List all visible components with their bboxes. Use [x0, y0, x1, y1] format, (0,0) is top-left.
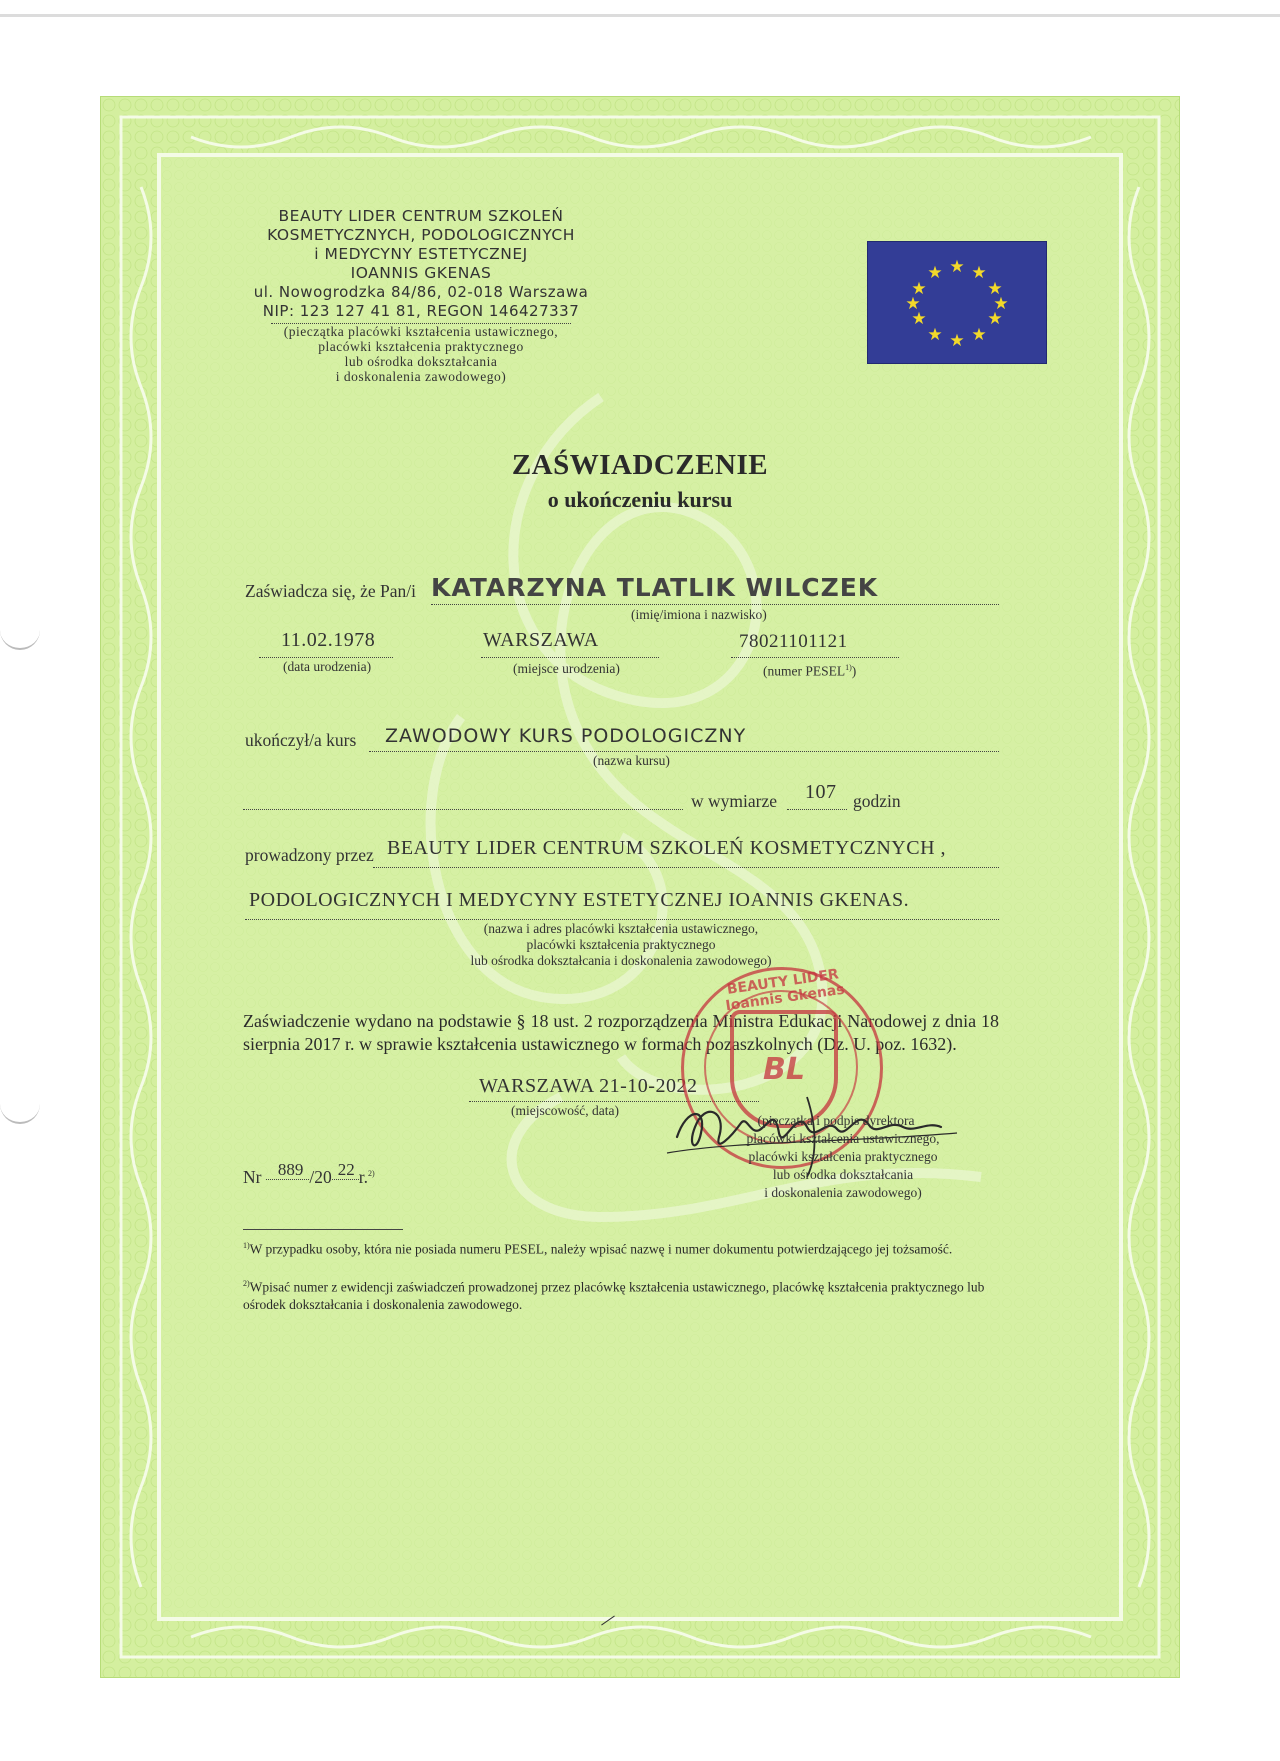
birth-date-dotted-line: [259, 657, 393, 658]
scan-edge-line: [0, 14, 1280, 17]
number-year: 22: [332, 1160, 359, 1180]
director-caption-3: placówki kształcenia praktycznego: [748, 1149, 938, 1164]
footnote-separator: [243, 1229, 403, 1230]
footnote-2-mark: 2): [243, 1279, 250, 1288]
provider-dotted-line-1: [373, 867, 999, 868]
course-name: ZAWODOWY KURS PODOLOGICZNY: [385, 725, 747, 747]
svg-text:★: ★: [987, 309, 1003, 329]
course-dotted-line: [369, 751, 999, 752]
hours-dotted-line: [787, 809, 847, 810]
pesel-caption: [763, 663, 856, 680]
person-label: Zaświadcza się, że Pan/i: [245, 581, 417, 601]
course-label: ukończył/a kurs: [245, 730, 357, 750]
birth-place-caption: (miejsce urodzenia): [513, 661, 620, 676]
institution-line-3: i MEDYCYNY ESTETYCZNEJ: [314, 245, 528, 263]
svg-text:★: ★: [949, 331, 965, 351]
svg-text:★: ★: [971, 263, 987, 283]
stamp-caption-1: (pieczątka placówki kształcenia ustawicznego,: [283, 324, 559, 339]
punch-hole-mark: [0, 1102, 40, 1124]
course-cont-dotted-line: [243, 809, 683, 810]
director-caption-1: (pieczątka i podpis dyrektora: [757, 1113, 915, 1128]
stamp-caption-3: lub ośrodka dokształcania: [344, 354, 498, 369]
seal-mark: BL: [763, 1051, 805, 1087]
svg-text:★: ★: [927, 325, 943, 345]
hours-value: 107: [805, 781, 837, 803]
provider-label: prowadzony przez: [245, 845, 374, 865]
provider-line-2: PODOLOGICZNYCH I MEDYCYNY ESTETYCZNEJ IOANNIS GKENAS.: [249, 889, 910, 911]
document-title: ZAŚWIADCZENIE: [511, 449, 769, 481]
svg-text:★: ★: [987, 279, 1003, 299]
director-caption-2: placówki kształcenia ustawicznego,: [746, 1131, 940, 1146]
svg-text:★: ★: [911, 309, 927, 329]
institution-line-2: KOSMETYCZNYCH, PODOLOGICZNYCH: [267, 226, 575, 244]
course-caption: (nazwa kursu): [593, 753, 670, 768]
stamp-caption-4: i doskonalenia zawodowego): [335, 369, 507, 384]
person-name: KATARZYNA TLATLIK WILCZEK: [431, 573, 879, 602]
punch-hole-mark: [0, 628, 40, 650]
footnote-1: [243, 1237, 1005, 1258]
birth-date-caption: (data urodzenia): [283, 659, 372, 674]
svg-text:★: ★: [971, 325, 987, 345]
svg-text:★: ★: [949, 257, 965, 277]
provider-caption-2: placówki kształcenia praktycznego: [526, 937, 716, 952]
number-prefix: Nr: [243, 1167, 262, 1187]
issue-caption: (miejscowość, data): [511, 1103, 619, 1118]
number-middle: /20: [309, 1167, 332, 1187]
footnote-2: [243, 1275, 1005, 1313]
issue-place-date: WARSZAWA 21-10-2022: [479, 1075, 698, 1097]
eu-flag-icon: [867, 241, 1047, 364]
pesel-caption-text: (numer PESEL: [763, 663, 846, 679]
director-caption-4: lub ośrodka dokształcania: [772, 1167, 914, 1182]
legal-basis-text: Zaświadczenie wydano na podstawie § 18 ust. 2 rozporządzenia Ministra Edukacji Narodowej z dnia 18 sierpnia 2017 r. w sprawie kształcenia ustawicznego w formach pozaszkolnych (Dz. U. poz. 1632).: [243, 1011, 999, 1054]
institution-stamp: [251, 207, 591, 384]
number-note-mark: 2): [367, 1169, 375, 1179]
svg-text:★: ★: [993, 294, 1009, 314]
pesel-number: 78021101121: [739, 631, 848, 652]
document-subtitle: o ukończeniu kursu: [547, 487, 733, 512]
svg-text:★: ★: [911, 279, 927, 299]
provider-line-1: BEAUTY LIDER CENTRUM SZKOLEŃ KOSMETYCZNYCH ,: [387, 837, 947, 859]
stamp-caption-2: placówki kształcenia praktycznego: [318, 339, 524, 354]
number-suffix: r.: [358, 1167, 368, 1187]
institution-line-1: BEAUTY LIDER CENTRUM SZKOLEŃ: [278, 207, 564, 225]
hours-label: w wymiarze: [691, 791, 778, 811]
institution-address: ul. Nowogrodzka 84/86, 02-018 Warszawa: [253, 283, 589, 301]
pesel-caption-close: ): [851, 663, 857, 679]
hours-unit: godzin: [853, 791, 901, 811]
birth-place-dotted-line: [481, 657, 659, 658]
name-caption: (imię/imiona i nazwisko): [631, 607, 767, 622]
birth-date: 11.02.1978: [281, 629, 376, 651]
number-row: [243, 1160, 375, 1188]
pesel-dotted-line: [731, 657, 899, 658]
director-caption-5: i doskonalenia zawodowego): [764, 1185, 922, 1200]
institution-line-4: IOANNIS GKENAS: [350, 264, 492, 282]
seal-text: BEAUTY LIDER Ioannis Gkenas: [724, 966, 846, 1015]
footnote-2-text: Wpisać numer z ewidencji zaświadczeń prowadzonej przez placówkę kształcenia ustawicznego, placówkę kształcenia praktycznego lub ośrodek dokształcania i doskonalenia zawodowego.: [243, 1279, 985, 1312]
birth-place: WARSZAWA: [483, 629, 599, 651]
svg-text:★: ★: [927, 263, 943, 283]
number-value: 889: [266, 1160, 310, 1180]
provider-caption-3: lub ośrodka dokształcania i doskonalenia zawodowego): [470, 953, 772, 968]
institution-ids: NIP: 123 127 41 81, REGON 146427337: [262, 302, 580, 320]
svg-text:★: ★: [905, 294, 921, 314]
provider-caption-1: (nazwa i adres placówki kształcenia ustawicznego,: [483, 921, 759, 936]
footnote-1-text: W przypadku osoby, która nie posiada numeru PESEL, należy wpisać nazwę i numer dokumentu potwierdzającego jej tożsamość.: [249, 1241, 953, 1257]
certificate-sheet: [100, 96, 1180, 1678]
name-dotted-line: [431, 604, 999, 605]
pesel-note-mark: 1): [845, 663, 852, 672]
footnote-1-mark: 1): [243, 1241, 250, 1250]
provider-dotted-line-2: [245, 919, 999, 920]
